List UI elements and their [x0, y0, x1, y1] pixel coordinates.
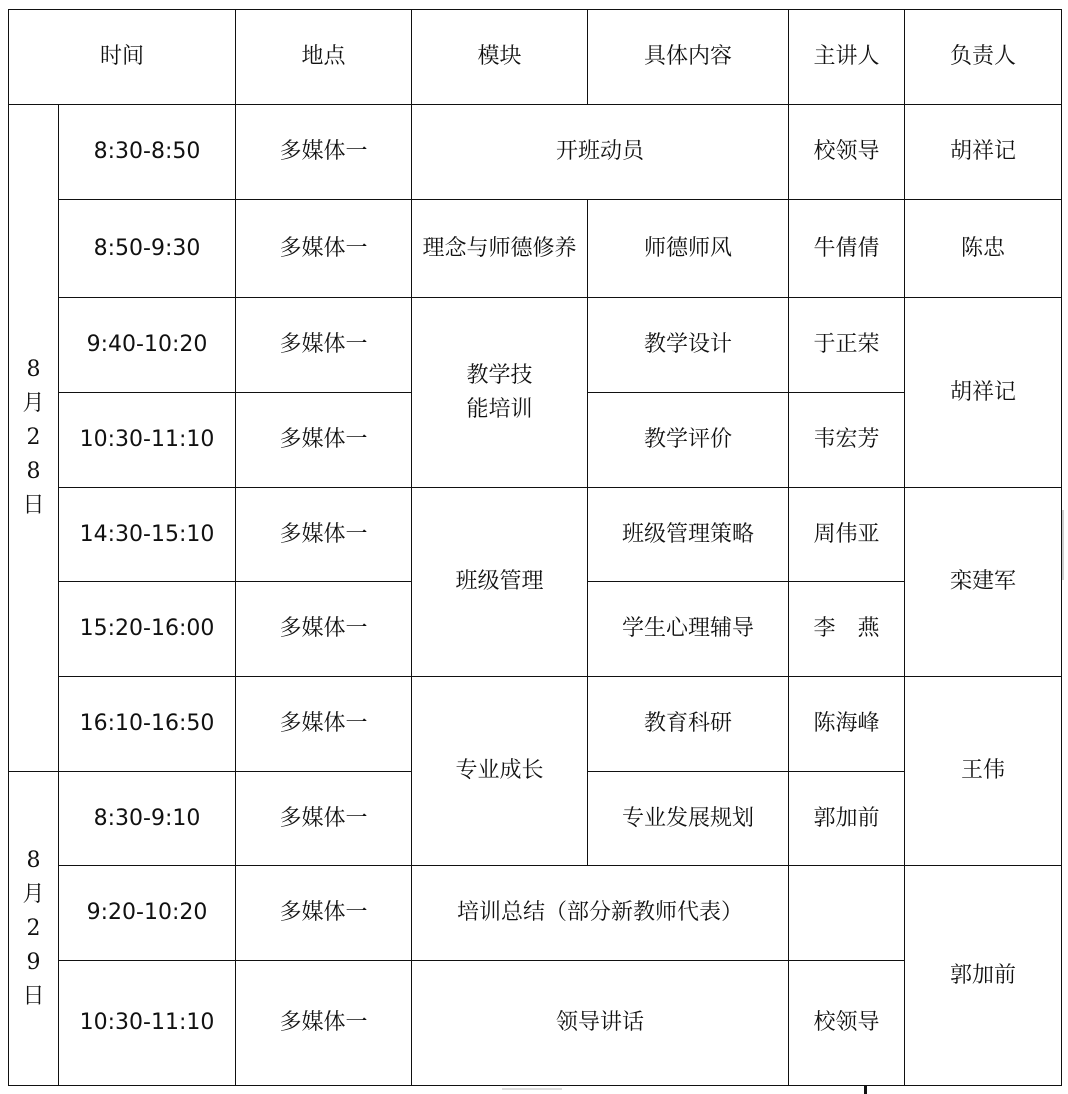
place-cell: 多媒体一: [236, 677, 412, 772]
speaker-cell: 陈海峰: [789, 677, 905, 772]
content-cell: 专业发展规划: [588, 772, 789, 866]
module-content-cell: 领导讲话: [412, 961, 789, 1086]
speaker-cell: 周伟亚: [789, 488, 905, 582]
time-cell: 15:20-16:00: [59, 582, 236, 677]
module-content-cell: 开班动员: [412, 105, 789, 200]
header-speaker: 主讲人: [789, 10, 905, 105]
module-cell: 班级管理: [412, 488, 588, 677]
owner-cell: 栾建军: [905, 488, 1062, 677]
table-row: [9, 866, 1062, 961]
table-row: [9, 961, 1062, 1086]
place-cell: 多媒体一: [236, 772, 412, 866]
time-cell: 16:10-16:50: [59, 677, 236, 772]
time-cell: 10:30-11:10: [59, 961, 236, 1086]
table-row: [9, 105, 1062, 200]
time-cell: 9:20-10:20: [59, 866, 236, 961]
place-cell: 多媒体一: [236, 866, 412, 961]
module-content-cell: 培训总结（部分新教师代表）: [412, 866, 789, 961]
owner-cell: 胡祥记: [905, 298, 1062, 488]
time-cell: 14:30-15:10: [59, 488, 236, 582]
table-row: [9, 677, 1062, 772]
content-cell: 教学评价: [588, 393, 789, 488]
place-cell: 多媒体一: [236, 582, 412, 677]
place-cell: 多媒体一: [236, 393, 412, 488]
owner-cell: 胡祥记: [905, 105, 1062, 200]
owner-cell: 王伟: [905, 677, 1062, 866]
content-cell: 学生心理辅导: [588, 582, 789, 677]
module-cell: 理念与师德修养: [412, 200, 588, 298]
speaker-cell: 校领导: [789, 105, 905, 200]
date-cell-aug29: [9, 772, 59, 1086]
page-edge-mark: [502, 1088, 562, 1090]
header-row: [9, 10, 1062, 105]
speaker-cell: 牛倩倩: [789, 200, 905, 298]
content-cell: 师德师风: [588, 200, 789, 298]
time-cell: 8:30-9:10: [59, 772, 236, 866]
module-cell: 专业成长: [412, 677, 588, 866]
content-cell: 教育科研: [588, 677, 789, 772]
time-cell: 8:30-8:50: [59, 105, 236, 200]
module-label: 教学技能培训: [466, 362, 533, 422]
speaker-cell: 于正荣: [789, 298, 905, 393]
header-content: 具体内容: [588, 10, 789, 105]
place-cell: 多媒体一: [236, 105, 412, 200]
content-cell: 班级管理策略: [588, 488, 789, 582]
owner-cell: 郭加前: [905, 866, 1062, 1086]
speaker-cell: 校领导: [789, 961, 905, 1086]
date-cell-aug28: [9, 105, 59, 772]
page-edge-mark: [1062, 510, 1064, 580]
header-time: 时间: [9, 10, 236, 105]
header-place: 地点: [236, 10, 412, 105]
table-row: [9, 200, 1062, 298]
speaker-cell: [789, 866, 905, 961]
table-row: [9, 488, 1062, 582]
module-cell: [412, 298, 588, 488]
speaker-cell: 韦宏芳: [789, 393, 905, 488]
header-owner: 负责人: [905, 10, 1062, 105]
time-cell: 8:50-9:30: [59, 200, 236, 298]
owner-cell: 陈忠: [905, 200, 1062, 298]
place-cell: 多媒体一: [236, 488, 412, 582]
page-edge-mark: [864, 1086, 867, 1094]
date-label-aug28: 8月28日: [22, 357, 45, 518]
place-cell: 多媒体一: [236, 200, 412, 298]
training-schedule-table: [8, 9, 1062, 1086]
table-row: [9, 298, 1062, 393]
speaker-cell: 郭加前: [789, 772, 905, 866]
date-label-aug29: 8月29日: [22, 847, 45, 1009]
header-module: 模块: [412, 10, 588, 105]
place-cell: 多媒体一: [236, 961, 412, 1086]
speaker-cell: 李 燕: [789, 582, 905, 677]
place-cell: 多媒体一: [236, 298, 412, 393]
time-cell: 9:40-10:20: [59, 298, 236, 393]
time-cell: 10:30-11:10: [59, 393, 236, 488]
content-cell: 教学设计: [588, 298, 789, 393]
